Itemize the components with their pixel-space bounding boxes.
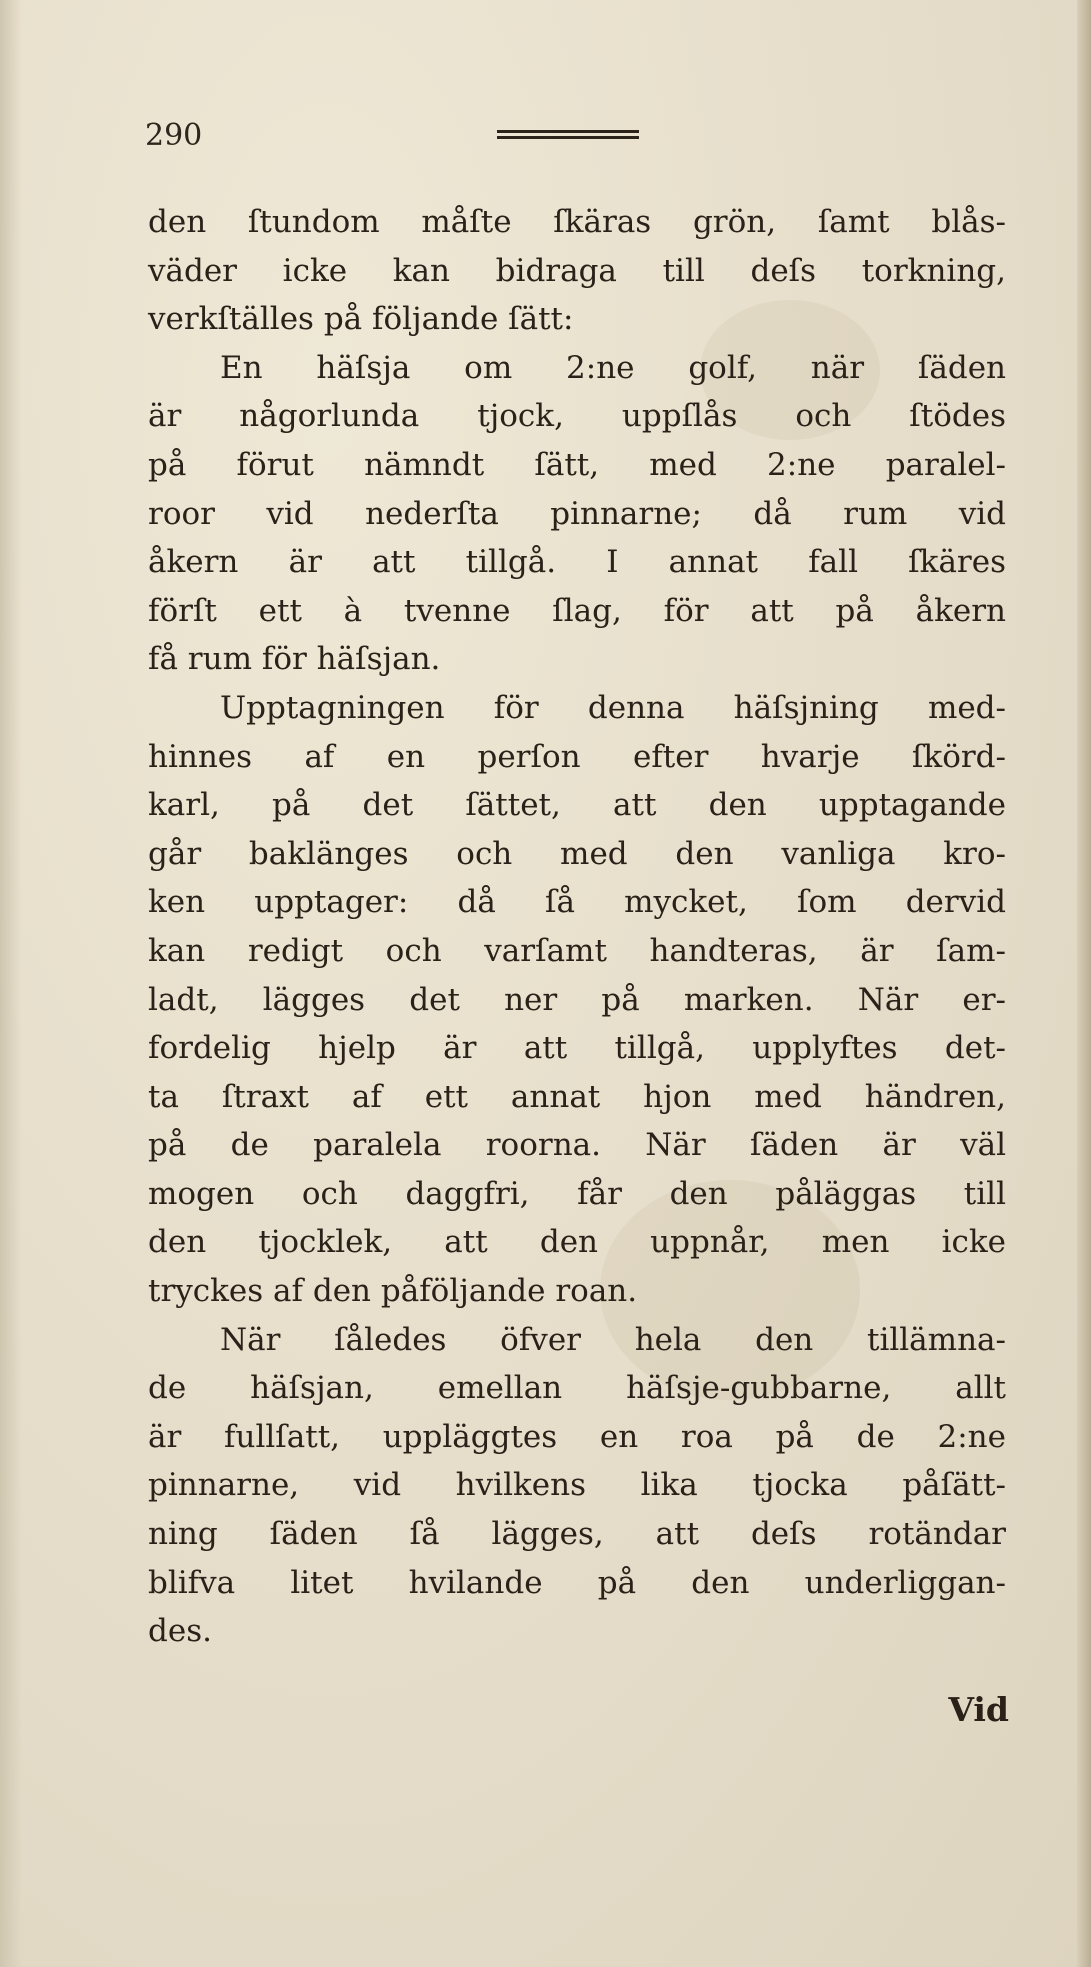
text-line: tryckes af den påföljande roan.	[148, 1273, 638, 1310]
text-line: mogen och daggfri, får den påläggas till	[148, 1175, 1006, 1212]
page-edge-shadow-right	[1077, 0, 1091, 1967]
text-line: verkſtälles på följande ſätt:	[148, 301, 574, 338]
text-line: på förut nämndt ſätt, med 2:ne paralel-	[148, 446, 1006, 483]
page-header	[145, 118, 1005, 168]
text-line: på de paralela roorna. När ſäden är väl	[148, 1127, 1006, 1164]
text-line: karl, på det ſättet, att den upptagande	[148, 787, 1006, 824]
text-line: ken upptager: då ſå mycket, ſom dervid	[148, 884, 1006, 921]
text-line: ta ſtraxt af ett annat hjon med händren,	[148, 1078, 1006, 1115]
text-line: går baklänges och med den vanliga kro-	[148, 835, 1006, 872]
text-line: fordelig hjelp är att tillgå, upplyftes det-	[148, 1030, 1006, 1067]
text-line: blifva litet hvilande på den underliggan-	[148, 1564, 1006, 1601]
text-line: ladt, lägges det ner på marken. När er-	[148, 981, 1006, 1018]
text-line: des.	[148, 1613, 212, 1650]
text-line: den tjocklek, att den uppnår, men icke	[148, 1224, 1006, 1261]
text-line: Upptagningen för denna häſsjning med-	[220, 689, 1006, 726]
text-line: hinnes af en perſon efter hvarje ſkörd-	[148, 738, 1006, 775]
text-line: åkern är att tillgå. I annat fall ſkäres	[148, 544, 1006, 581]
text-line: En häſsja om 2:ne golf, när ſäden	[220, 349, 1006, 386]
text-line: ning ſäden ſå lägges, att deſs rotändar	[148, 1516, 1006, 1553]
text-line: pinnarne, vid hvilkens lika tjocka påſätt-	[148, 1467, 1006, 1504]
text-line: är någorlunda tjock, uppſlås och ſtödes	[148, 398, 1006, 435]
text-line: de häſsjan, emellan häſsje-gubbarne, allt	[148, 1370, 1006, 1407]
text-line: är fullſatt, uppläggtes en roa på de 2:ne	[148, 1418, 1006, 1455]
text-line: kan redigt och varſamt handteras, är ſam-	[148, 932, 1006, 969]
page-edge-shadow-left	[0, 0, 22, 1967]
text-line: roor vid nederſta pinnarne; då rum vid	[148, 495, 1006, 532]
text-line: förſt ett à tvenne ſlag, för att på åkern	[148, 592, 1006, 629]
page-number: 290	[145, 118, 203, 153]
text-line: väder icke kan bidraga till deſs torkning,	[148, 252, 1006, 289]
text-line: När ſåledes öfver hela den tillämna-	[220, 1321, 1006, 1358]
text-line: få rum för häſsjan.	[148, 641, 441, 678]
body-text	[148, 198, 1006, 1656]
text-line: den ſtundom måſte ſkäras grön, ſamt blås-	[148, 204, 1006, 240]
header-rule-ornament	[497, 130, 639, 142]
catchword: Vid	[948, 1690, 1009, 1729]
